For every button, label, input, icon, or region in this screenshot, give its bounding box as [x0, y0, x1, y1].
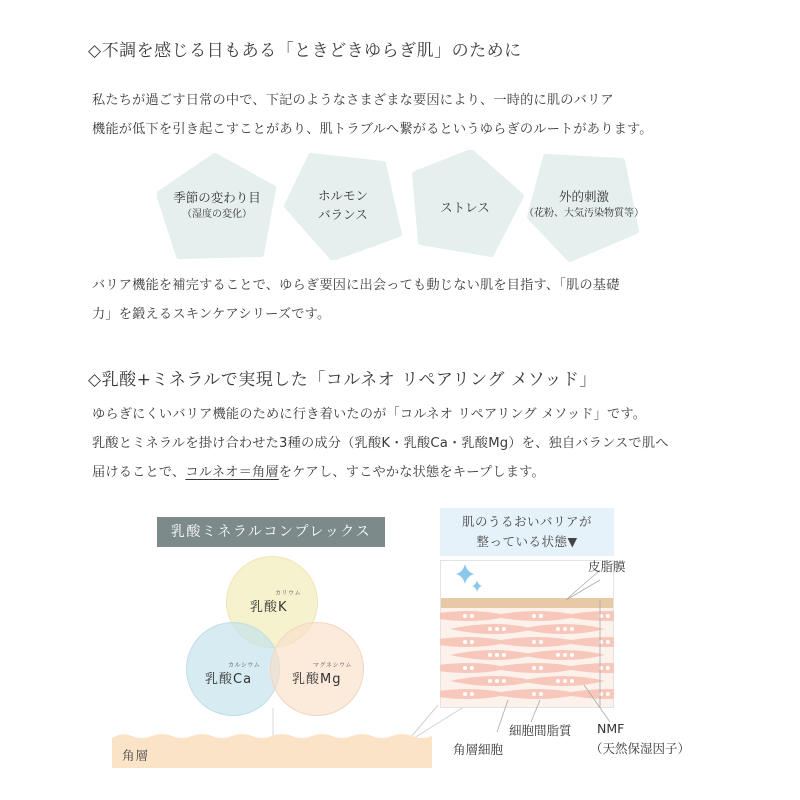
- corneo-underline: コルネオ＝角層: [185, 465, 279, 480]
- body-line-1: ゆらぎにくいバリア機能のために行き着いたのが「コルネオ リペアリング メソッド」です。: [92, 407, 647, 422]
- label-lactate-k: 乳酸K: [250, 600, 288, 615]
- factor-main-label: 外的刺激: [558, 189, 609, 204]
- label-corneocyte: 角層細胞: [453, 742, 504, 757]
- intro-line-2: 機能が低下を引き起こすことがあり、肌トラブルへ繋がるというゆらぎのルートがあります。: [92, 122, 653, 137]
- intro-line-1: 私たちが過ごす日常の中で、下記のようなさまざまな要因により、一時的に肌のバリア: [92, 93, 614, 108]
- factor-main-label: 季節の変わり目: [173, 190, 261, 205]
- ruby-kalium: カリウム: [275, 590, 301, 597]
- label-intercellular-lipid: 細胞間脂質: [509, 723, 572, 738]
- label-lactate-ca: 乳酸Ca: [205, 672, 253, 687]
- factor-sub-label: （湿度の変化）: [182, 209, 252, 220]
- label-lactate-mg: 乳酸Mg: [292, 672, 342, 687]
- label-sebum: 皮脂膜: [588, 559, 626, 574]
- body-line-3: 届けることで、コルネオ＝角層をケアし、すこやかな状態をキープします。: [92, 465, 545, 480]
- complex-badge: 乳酸ミネラルコンプレックス: [157, 517, 385, 547]
- label-nmf: NMF: [597, 721, 625, 736]
- outro-line-1: バリア機能を補完することで、ゆらぎ要因に出会っても動じない肌を目指す、「肌の基礎: [92, 278, 620, 293]
- stratum-label: 角層: [122, 748, 150, 763]
- factor-main-label-2: バランス: [318, 207, 368, 222]
- label-nmf-sub: （天然保湿因子）: [590, 741, 691, 756]
- barrier-caption: 肌のうるおいバリアが 整っている状態▼: [440, 508, 614, 556]
- outro-line-2: 力」を鍛えるスキンケアシリーズです。: [92, 307, 331, 322]
- ruby-magnesium: マグネシウム: [313, 662, 352, 669]
- section2-heading: ◇乳酸+ミネラルで実現した「コルネオ リペアリング メソッド」: [88, 370, 597, 390]
- factor-main-label: ストレス: [440, 200, 490, 215]
- caption-line-2: 整っている状態▼: [476, 534, 578, 549]
- ruby-calcium: カルシウム: [228, 662, 261, 669]
- section1-heading: ◇不調を感じる日もある「ときどきゆらぎ肌」のために: [88, 41, 522, 61]
- body-line-2: 乳酸とミネラルを掛け合わせた3種の成分（乳酸K・乳酸Ca・乳酸Mg）を、独自バランスで肌へ: [92, 436, 669, 451]
- factor-main-label: ホルモン: [317, 188, 368, 203]
- factor-sub-label: （花粉、大気汚染物質等）: [524, 208, 644, 219]
